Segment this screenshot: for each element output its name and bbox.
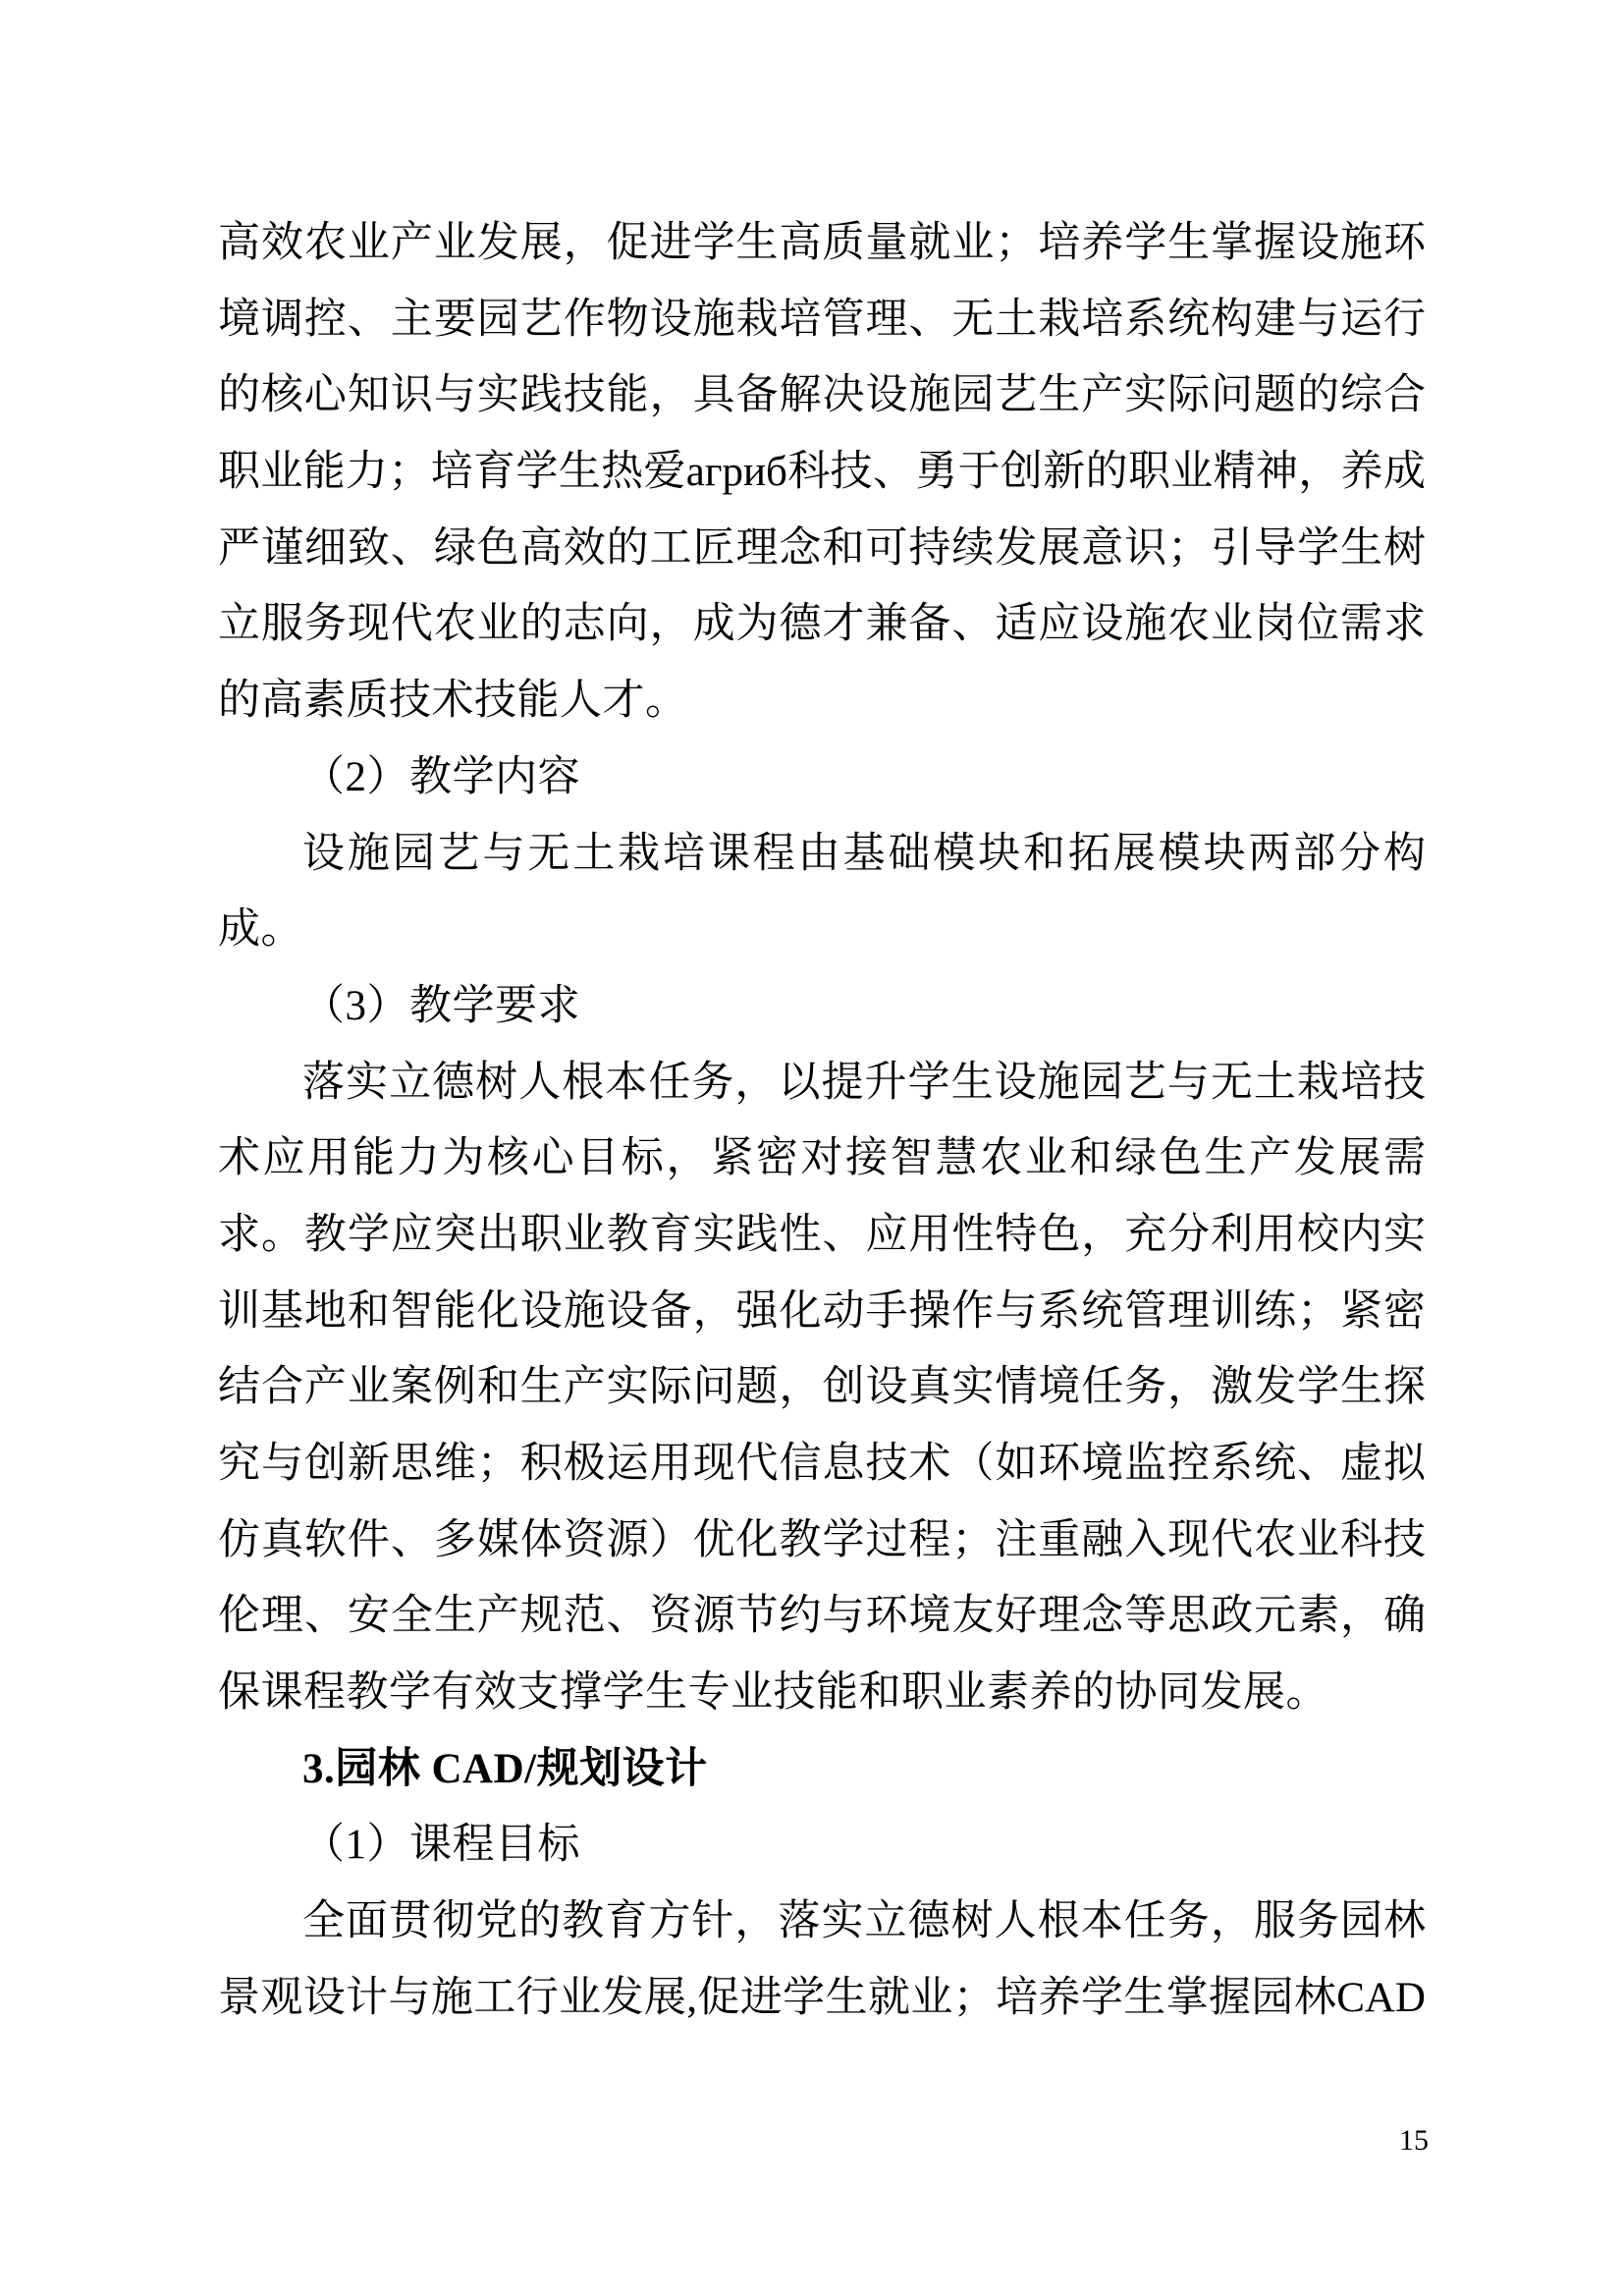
text-line: 严谨细致、绿色高效的工匠理念和可持续发展意识；引导学生树 (218, 524, 1426, 572)
text-line: 的高素质技术技能人才。 (218, 678, 688, 725)
text-line: 设施园艺与无土栽培课程由基础模块和拓展模块两部分构 (302, 830, 1426, 877)
text-line: 保课程教学有效支撑学生专业技能和职业素养的协同发展。 (218, 1669, 1328, 1717)
text-line: 境调控、主要园艺作物设施栽培管理、无土栽培系统构建与运行 (218, 296, 1426, 343)
text-line: （2）教学内容 (302, 753, 580, 800)
text-line: 成。 (218, 906, 303, 954)
text-line: 究与创新思维；积极运用现代信息技术（如环境监控系统、虚拟 (218, 1441, 1426, 1487)
text-line: 落实立德树人根本任务，以提升学生设施园艺与无土栽培技 (302, 1059, 1426, 1106)
text-line: 伦理、安全生产规范、资源节约与环境友好理念等思政元素，确 (218, 1593, 1426, 1640)
text-line: 景观设计与施工行业发展,促进学生就业；培养学生掌握园林CAD (218, 1974, 1426, 2021)
section-heading: 3.园林 CAD/规划设计 (302, 1745, 708, 1792)
text-line: 术应用能力为核心目标，紧密对接智慧农业和绿色生产发展需 (218, 1135, 1426, 1182)
text-line: 职业能力；培育学生热爱агриб科技、勇于创新的职业精神，养成 (218, 449, 1426, 496)
text-line: 的核心知识与实践技能，具备解决设施园艺生产实际问题的综合 (218, 372, 1426, 419)
text-line: （3）教学要求 (302, 982, 580, 1029)
text-line: 结合产业案例和生产实际问题，创设真实情境任务，激发学生探 (218, 1364, 1426, 1411)
text-line: 求。教学应突出职业教育实践性、应用性特色，充分利用校内实 (218, 1211, 1426, 1258)
text-line: 全面贯彻党的教育方针，落实立德树人根本任务，服务园林 (302, 1898, 1426, 1945)
text-line: 高效农业产业发展，促进学生高质量就业；培养学生掌握设施环 (218, 220, 1426, 266)
page-number: 15 (1399, 2124, 1429, 2157)
document-text-block (218, 205, 1426, 2037)
text-line: 立服务现代农业的志向，成为德才兼备、适应设施农业岗位需求 (218, 601, 1426, 648)
text-line: 训基地和智能化设施设备，强化动手操作与系统管理训练；紧密 (218, 1287, 1426, 1335)
text-line: （1）课程目标 (302, 1822, 580, 1869)
text-line: 仿真软件、多媒体资源）优化教学过程；注重融入现代农业科技 (218, 1516, 1426, 1563)
